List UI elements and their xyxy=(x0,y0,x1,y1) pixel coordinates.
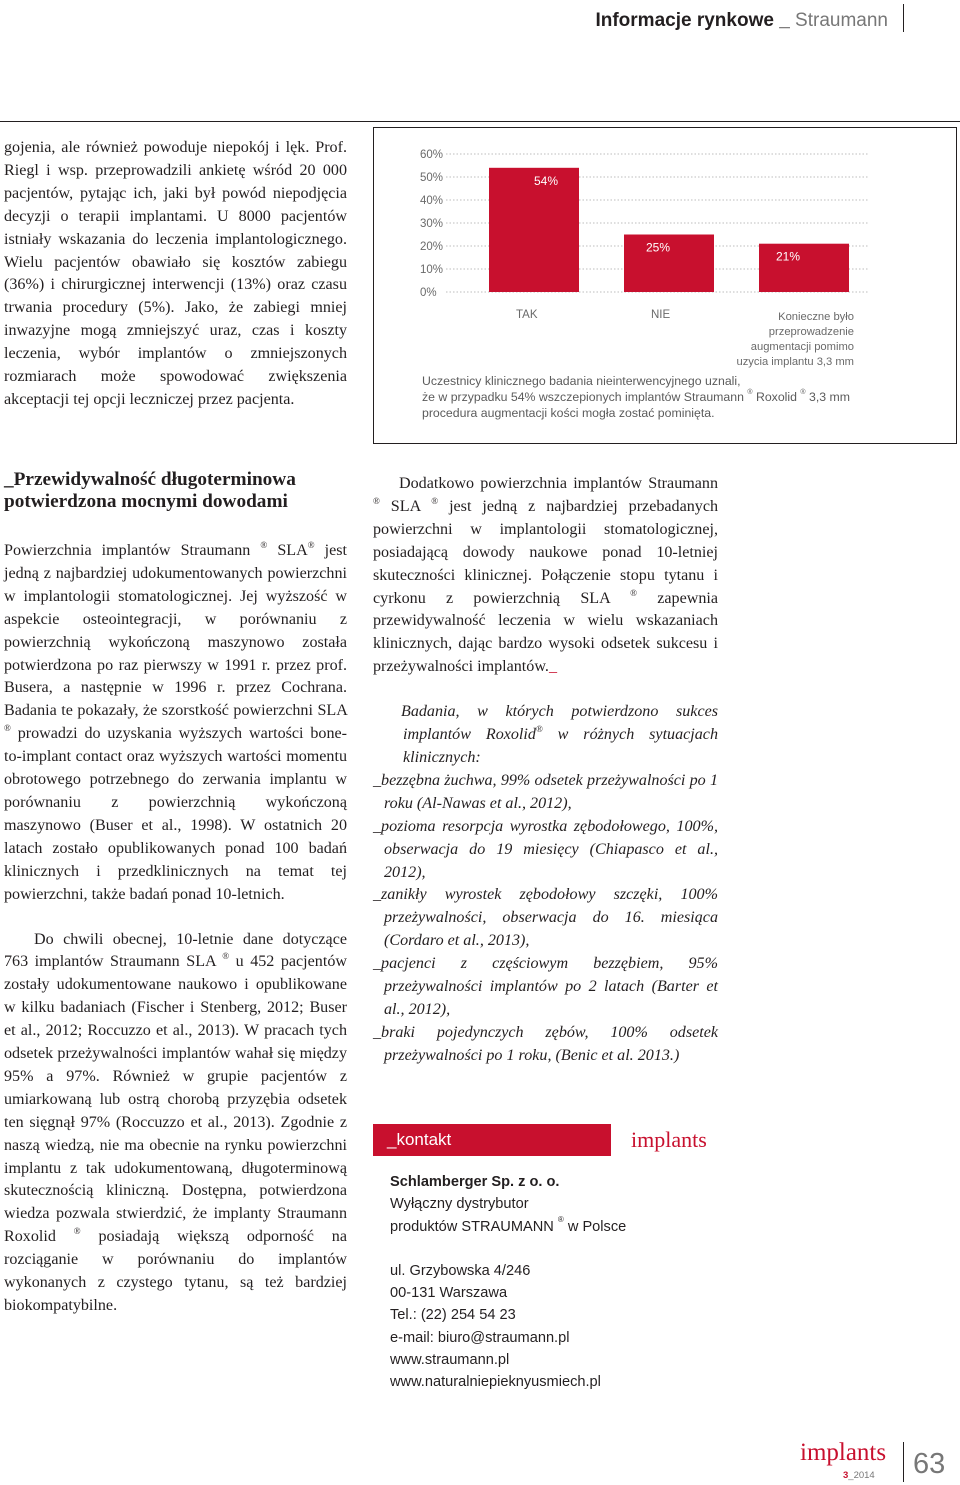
caption-text: Roxolid xyxy=(755,390,797,404)
left-paragraph-1 xyxy=(4,540,347,907)
text-run: prowadzi do uzyskania wyższych wartości bone-to-implant contact oraz wyższych wartości momentu obrotowego potrzebnego do zerwania implantu w porównaniu z powierzchnią wykończoną maszynowo (Buser et al., 1998). W ostatnich 20 latach zostało opublikowanych ponad 100 badań klinicznych i przedklinicznych na temat tej powierzchni, także badań ponad 10-letnich. xyxy=(4,725,347,903)
registered-mark: ® xyxy=(373,495,380,506)
header-brand: Straumann xyxy=(795,10,888,31)
phone: Tel.: (22) 254 54 23 xyxy=(390,1307,516,1324)
text-run: w Polsce xyxy=(567,1218,627,1235)
email-link[interactable]: e-mail: biuro@straumann.pl xyxy=(390,1329,570,1346)
bar xyxy=(759,244,849,292)
registered-mark: ® xyxy=(747,389,753,396)
bar-value-label: 25% xyxy=(646,240,671,255)
footer-magazine-logo: implants xyxy=(800,1439,887,1466)
running-header xyxy=(595,10,888,32)
list-item: _zanikły wyrostek zębodołowy szczęki, 100% przeżywalności, obserwacja do 16. miesiąca (Cordaro et al., 2013), xyxy=(373,886,718,950)
right-paragraph-1 xyxy=(373,473,718,679)
registered-mark: ® xyxy=(222,951,230,962)
y-tick-label: 20% xyxy=(420,241,444,253)
third-label-line: uzycia implantu 3,3 mm xyxy=(736,356,854,368)
intro-paragraph: gojenia, ale również powoduje niepokój i lęk. Prof. Riegl i wsp. przeprowadzili ankietę wśród 20 000 pacjentów, pytając ich, jaki był powód niepodjęcia decyzji o terapii implantami. U 8000 pacjentów istniały wskazania do leczenia implantologicznego. Wielu pacjentów obawiało się kosztów zabiegu (36%) i chirurgicznej interwencji (13%) oraz czasu trwania procedury (5%). Jako, że zabiegi mniej inwazyjne mogą zmniejszyć uraz, czas i koszty leczenia, wybór implantów o zmniejszonych rozmiarach może spowodować zwiększenia akceptacji tej opcji leczniczej przez pacjenta. xyxy=(4,139,347,408)
survey-chart xyxy=(373,127,957,444)
y-tick-label: 30% xyxy=(420,218,444,230)
bar-value-label: 54% xyxy=(534,173,559,188)
contact-magazine-logo: implants xyxy=(631,1127,707,1152)
footer-issue xyxy=(843,1471,875,1481)
header-section: Informacje rynkowe _ xyxy=(595,10,796,31)
footer-divider xyxy=(903,1442,904,1482)
end-mark: _ xyxy=(548,658,557,676)
address-street: ul. Grzybowska 4/246 xyxy=(390,1262,531,1279)
chart-caption xyxy=(422,373,882,421)
text-run: Dodatkowo powierzchnia implantów Straumann xyxy=(399,475,718,492)
list-item: _pozioma resorpcja wyrostka zębodołowego, 100%, obserwacja do 19 miesięcy (Chiapasco et al., 2012), xyxy=(373,817,718,881)
bar-value-label: 21% xyxy=(776,249,801,264)
contact-label: _kontakt xyxy=(373,1124,611,1156)
y-tick-label: 10% xyxy=(420,264,444,276)
list-item: _pacjenci z częściowym bezzębiem, 95% przeżywalności implantów po 2 latach (Barter et al., 2012), xyxy=(373,955,718,1018)
contact-details xyxy=(390,1171,720,1394)
caption-text: że w przypadku 54% wszczepionych implantów Straumann xyxy=(422,390,744,404)
text-run: posiadają większą odporność na rozciąganie w porównaniu do implantów wykonanych z czystego tytanu, są też bardziej biokompatybilne. xyxy=(4,1228,347,1314)
website-link[interactable]: www.naturalniepieknyusmiech.pl xyxy=(390,1374,601,1391)
y-tick-label: 40% xyxy=(420,195,444,207)
contact-header xyxy=(373,1124,718,1156)
registered-mark: ® xyxy=(630,587,637,598)
caption-line xyxy=(422,389,882,405)
category-label: NIE xyxy=(651,309,671,321)
text-run: Badania, w których potwierdzono sukces implantów Roxolid xyxy=(401,703,718,744)
text-run: zapewnia przewidywalność leczenia w wielu wskazaniach klinicznych, dając bardzo wysoki odsetek sukcesu i przeżywalności implantów. xyxy=(373,589,718,676)
text-run: jest jedną z najbardziej przebadanych powierzchni w implantologii stomatologicznej, posiadającą dowody naukowe ponad 10-letniej skuteczności klinicznej. Połączenie stopu tytanu i cyrkonu z powierzchnią SLA xyxy=(373,497,719,607)
category-label: TAK xyxy=(516,309,538,321)
text-run: u 452 pacjentów zostały udokumentowane naukowo i opublikowane w kilku badaniach (Fischer i Stenberg, 2012; Buser et al., 2012; Roccuzzo et al., 2013). W pracach tych odsetek przeżywalności implantów wahał się między 95% a 97%. Również w grupie pacjentów z umiarkowaną lub ostrą chorobą przyzębia odsetek ten sięgnął 97% (Roccuzzo et al., 2013). Zgodnie z naszą wiedzą, nie ma obecnie na rynku powierzchni implantu z tak udokumentowaną, długoterminową skutecznością kliniczną. Dostępna, potwierdzona wiedza pozwala stwierdzić, że implanty Straumann Roxolid xyxy=(4,953,347,1246)
company-role: Wyłączny dystrybutor xyxy=(390,1196,529,1213)
website-link[interactable]: www.straumann.pl xyxy=(390,1352,510,1369)
registered-mark: ® xyxy=(535,724,543,735)
y-tick-label: 50% xyxy=(420,172,444,184)
registered-mark: ® xyxy=(431,495,439,506)
company-name: Schlamberger Sp. z o. o. xyxy=(390,1174,560,1190)
third-category-label xyxy=(694,310,854,370)
text-run: w różnych sytuacjach klinicznych: xyxy=(403,726,718,766)
registered-mark: ® xyxy=(307,540,315,550)
registered-mark: ® xyxy=(260,540,268,550)
registered-mark: ® xyxy=(800,389,806,396)
header-divider xyxy=(903,4,904,32)
list-lead xyxy=(373,701,718,770)
right-column xyxy=(373,473,718,1068)
section-heading: _Przewidywalność długoterminowa potwierdzona mocnymi dowodami xyxy=(4,469,296,512)
y-tick-label: 0% xyxy=(420,287,437,299)
issue-year: _2014 xyxy=(848,1470,875,1481)
left-column xyxy=(4,540,347,1318)
text-run: SLA xyxy=(277,542,308,559)
registered-mark: ® xyxy=(557,1214,564,1224)
page-number: 63 xyxy=(913,1448,946,1480)
spacer xyxy=(390,1238,720,1260)
address-city: 00-131 Warszawa xyxy=(390,1285,508,1302)
registered-mark: ® xyxy=(4,723,11,734)
list-item: _braki pojedynczych zębów, 100% odsetek przeżywalności po 1 roku, (Benic et al. 2013.) xyxy=(373,1023,718,1064)
y-tick-label: 60% xyxy=(420,149,444,161)
left-paragraph-2 xyxy=(4,929,347,1318)
caption-line: procedura augmentacji kości mogła zostać pominięta. xyxy=(422,406,715,420)
caption-text: 3,3 mm xyxy=(808,390,850,404)
intro-column xyxy=(4,137,347,412)
company-products xyxy=(390,1216,720,1238)
registered-mark: ® xyxy=(73,1226,81,1237)
text-run: Do chwili obecnej, 10-letnie dane dotyczące 763 implantów Straumann SLA xyxy=(4,930,347,971)
text-run: produktów STRAUMANN xyxy=(390,1218,554,1235)
issue-number: 3 xyxy=(843,1470,849,1481)
success-list xyxy=(373,701,718,1068)
top-rule xyxy=(0,121,960,122)
caption-line: Uczestnicy klinicznego badania nieinterwencyjnego uznali, xyxy=(422,374,741,388)
list-item: _bezzębna żuchwa, 99% odsetek przeżywalności po 1 roku (Al-Nawas et al., 2012), xyxy=(373,771,718,812)
third-label-line: augmentacji pomimo xyxy=(750,341,854,353)
text-run: SLA xyxy=(390,497,421,515)
third-label-line: Konieczne było przeprowadzenie xyxy=(768,311,854,338)
text-run: jest jedną z najbardziej udokumentowanych powierzchni w implantologii stomatologicznej. Jej wyższość w aspekcie osteointegracji, w porównaniu z powierzchnią wykończoną maszynowo została potwierdzona po raz pierwszy w 1991 r. przez prof. Busera, a następnie w 1996 r. przez Cochrana. Badania te pokazały, że szorstkość powierzchni SLA xyxy=(4,542,347,720)
text-run: Powierzchnia implantów Straumann xyxy=(4,542,251,559)
